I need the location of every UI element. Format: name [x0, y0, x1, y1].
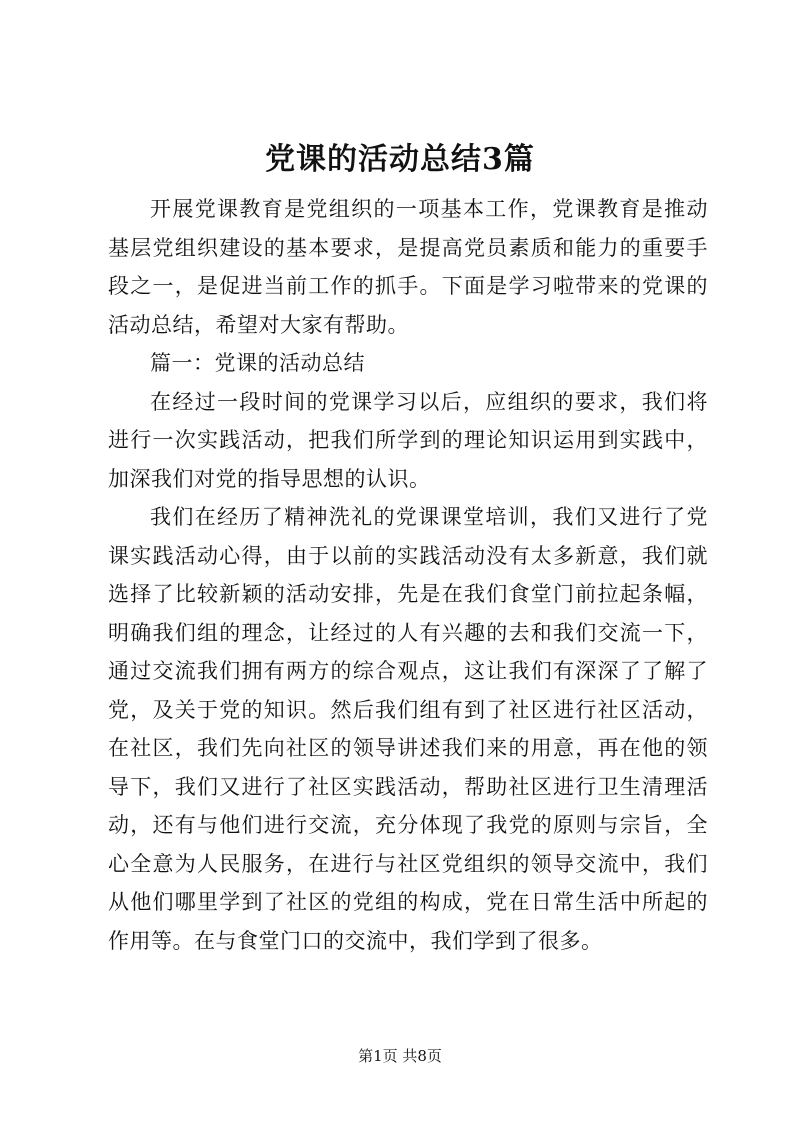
body-paragraph: 我们在经历了精神洗礼的党课课堂培训，我们又进行了党课实践活动心得，由于以前的实践活动没有太多新意，我们就选择了比较新颖的活动安排，先是在我们食堂门前拉起条幅，明确我们组的理念，让经过的人有兴趣的去和我们交流一下，通过交流我们拥有两方的综合观点，这让我们有深深了了解了党，及关于党的知识。然后我们组有到了社区进行社区活动，在社区，我们先向社区的领导讲述我们来的用意，再在他的领导下，我们又进行了社区实践活动，帮助社区进行卫生清理活动，还有与他们进行交流，充分体现了我党的原则与宗旨，全心全意为人民服务，在进行与社区党组织的领导交流中，我们从他们哪里学到了社区的党组的构成，党在日常生活中所起的作用等。在与食堂门口的交流中，我们学到了很多。: [108, 505, 708, 953]
page-footer: 第1页 共8页: [358, 1047, 442, 1065]
body-paragraph: 在经过一段时间的党课学习以后，应组织的要求，我们将进行一次实践活动，把我们所学到的理论知识运用到实践中，加深我们对党的指导思想的认识。: [108, 389, 708, 491]
intro-paragraph: 开展党课教育是党组织的一项基本工作，党课教育是推动基层党组织建设的基本要求，是提高党员素质和能力的重要手段之一，是促进当前工作的抓手。下面是学习啦带来的党课的活动总结，希望对大家有帮助。: [108, 197, 708, 337]
section-heading: 篇一：党课的活动总结: [150, 351, 365, 375]
document-title: 党课的活动总结3篇: [265, 142, 535, 177]
document-body: [108, 190, 708, 960]
